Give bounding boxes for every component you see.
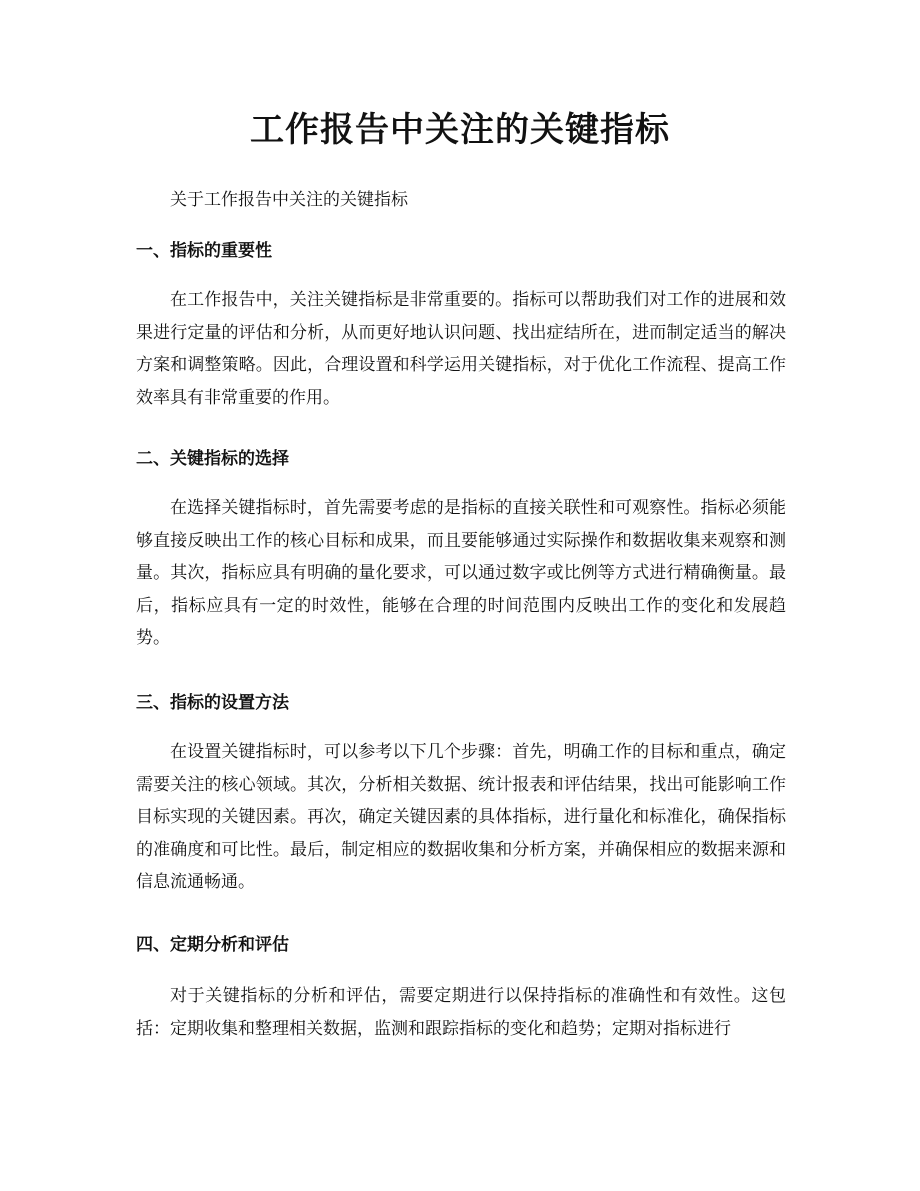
document-title: 工作报告中关注的关键指标 [250, 110, 670, 150]
section-heading-3: 三、指标的设置方法 [136, 693, 289, 713]
section-heading-2: 二、关键指标的选择 [136, 449, 289, 469]
intro-line: 关于工作报告中关注的关键指标 [170, 190, 408, 210]
section-paragraph-3: 在设置关键指标时，可以参考以下几个步骤：首先，明确工作的目标和重点，确定需要关注的核心领域。其次，分析相关数据、统计报表和评估结果，找出可能影响工作目标实现的关键因素。再次，确定关键因素的具体指标，进行量化和标准化，确保指标的准确度和可比性。最后，制定相应的数据收集和分析方案，并确保相应的数据来源和信息流通畅通。 [136, 742, 786, 892]
section-paragraph-2: 在选择关键指标时，首先需要考虑的是指标的直接关联性和可观察性。指标必须能够直接反映出工作的核心目标和成果，而且要能够通过实际操作和数据收集来观察和测量。其次，指标应具有明确的量化要求，可以通过数字或比例等方式进行精确衡量。最后，指标应具有一定的时效性，能够在合理的时间范围内反映出工作的变化和发展趋势。 [136, 498, 786, 648]
section-heading-1: 一、指标的重要性 [136, 241, 272, 261]
section-paragraph-4: 对于关键指标的分析和评估，需要定期进行以保持指标的准确性和有效性。这包括：定期收集和整理相关数据，监测和跟踪指标的变化和趋势；定期对指标进行 [136, 986, 786, 1039]
section-heading-4: 四、定期分析和评估 [136, 935, 289, 955]
section-paragraph-1: 在工作报告中，关注关键指标是非常重要的。指标可以帮助我们对工作的进展和效果进行定量的评估和分析，从而更好地认识问题、找出症结所在，进而制定适当的解决方案和调整策略。因此，合理设置和科学运用关键指标，对于优化工作流程、提高工作效率具有非常重要的作用。 [136, 290, 786, 408]
